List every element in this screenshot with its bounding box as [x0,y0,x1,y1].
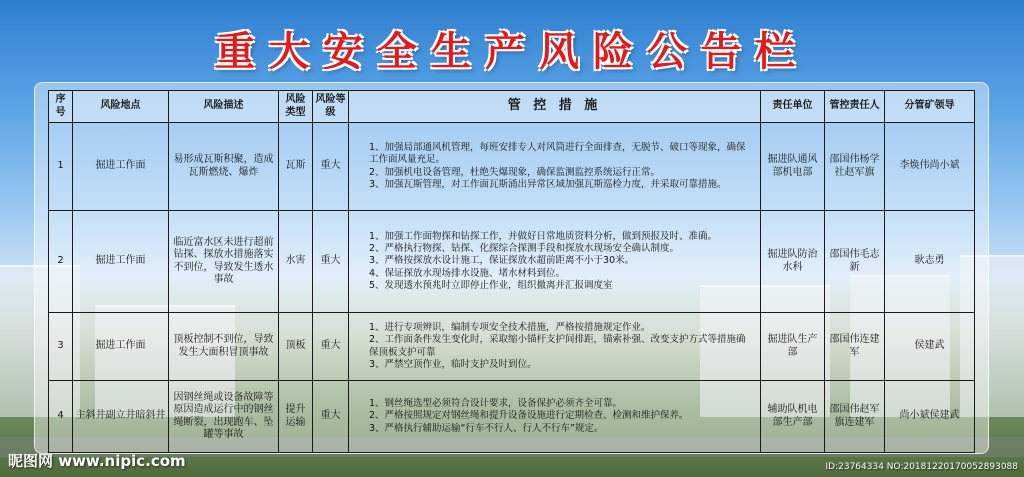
cell-description: 临近富水区未进行超前钻探、探放水措施落实不到位，导致发生透水事故 [169,211,279,313]
cell-location: 主斜井副立井暗斜井 [73,381,169,453]
cell-unit: 掘进队防治水科 [761,211,825,313]
cell-measures [349,313,761,381]
cell-description: 顶板控制不到位，导致发生大面积冒顶事故 [169,313,279,381]
measure-line: 2、加强机电设备管理，杜绝失爆现象，确保监测监控系统运行正常。 [369,166,661,178]
cell-no: 2 [49,211,73,313]
cell-unit: 掘进队生产部 [761,313,825,381]
cell-unit: 辅助队机电部生产部 [761,381,825,453]
header-leader: 分管矿领导 [885,91,975,123]
cell-person: 邵国伟毛志新 [825,211,885,313]
cell-level: 重大 [313,211,349,313]
cell-leader: 耿志勇 [885,211,975,313]
cell-description: 易形成瓦斯积聚，造成瓦斯燃烧、爆炸 [169,123,279,211]
cell-leader: 尚小斌侯建武 [885,381,975,453]
measure-line: 2、严格执行物探、钻探、化探综合探测手段和探放水现场安全确认制度。 [369,242,680,254]
measure-line: 2、工作面条件发生变化时，采取缩小锚杆支护间排距，锚索补强、改变支护方式等措施确保顶板支护可靠 [369,334,746,358]
header-person: 管控责任人 [825,91,885,123]
measure-line: 3、严格按探放水设计施工，保证探放水超前距离不小于30米。 [369,255,635,267]
measure-line: 3、严格执行辅助运输“行车不行人、行人不行车”规定。 [369,422,604,434]
measure-line: 3、加强瓦斯管理，对工作面瓦斯涌出异常区域加强瓦斯巡检力度，并采取可靠措施。 [369,178,727,190]
cell-leader: 李焕伟尚小斌 [885,123,975,211]
cell-measures [349,123,761,211]
cell-person: 邵国伟杨学社赵军旗 [825,123,885,211]
cell-description: 因钢丝绳或设备故障等原因造成运行中的钢丝绳断裂，出现跑车、坠罐等事故 [169,381,279,453]
measure-line: 5、发现透水预兆时立即停止作业，组织撤离并汇报调度室 [369,280,613,292]
cell-type: 顶板 [279,313,313,381]
cell-type: 瓦斯 [279,123,313,211]
cell-person: 邵国伟连建军 [825,313,885,381]
header-measures: 管 控 措 施 [349,91,761,123]
watermark-right: ID:23764334 NO:20181220170052893088 [825,462,1018,472]
table-row [49,313,975,381]
watermark-left: 昵图网 www.nipic.com [8,452,186,470]
cell-level: 重大 [313,123,349,211]
header-location: 风险地点 [73,91,169,123]
cell-measures [349,211,761,313]
cell-no: 1 [49,123,73,211]
cell-location: 掘进工作面 [73,313,169,381]
cell-no: 4 [49,381,73,453]
risk-table [48,90,975,453]
measure-line: 1、进行专项辨识，编制专项安全技术措施，严格按措施规定作业。 [369,321,651,333]
header-type: 风险类型 [279,91,313,123]
header-description: 风险描述 [169,91,279,123]
cell-location: 掘进工作面 [73,211,169,313]
cell-type: 提升运输 [279,381,313,453]
cell-level: 重大 [313,313,349,381]
measure-line: 1、钢丝绳选型必须符合设计要求，设备保护必须齐全可靠。 [369,397,623,409]
cell-unit: 掘进队通风部机电部 [761,123,825,211]
table-row [49,211,975,313]
measure-line: 1、加强工作面物探和钻探工作，并做好日常地质资料分析，做到预报及时、准确。 [369,230,718,242]
measure-line: 2、严格按照规定对钢丝绳和提升设备设施进行定期检查、检测和维护保养。 [369,410,689,422]
cell-measures [349,381,761,453]
cell-person: 邵国伟赵军旗连建军 [825,381,885,453]
measure-line: 1、加强局部通风机管理，每班安排专人对风筒进行全面排查，无脱节、破口等现象，确保工作面风量充足。 [369,141,746,166]
cell-leader: 侯建武 [885,313,975,381]
measure-line: 4、保证探放水现场排水设施、堵水材料到位。 [369,267,566,279]
table-row [49,123,975,211]
page-title: 重大安全生产风险公告栏 [215,29,809,75]
cell-no: 3 [49,313,73,381]
cell-location: 掘进工作面 [73,123,169,211]
cell-level: 重大 [313,381,349,453]
header-no: 序号 [49,91,73,123]
table-header-row [49,91,975,123]
header-level: 风险等级 [313,91,349,123]
measure-line: 3、严禁空顶作业，临时支护及时到位。 [369,358,537,370]
cell-type: 水害 [279,211,313,313]
header-unit: 责任单位 [761,91,825,123]
table-row [49,381,975,453]
